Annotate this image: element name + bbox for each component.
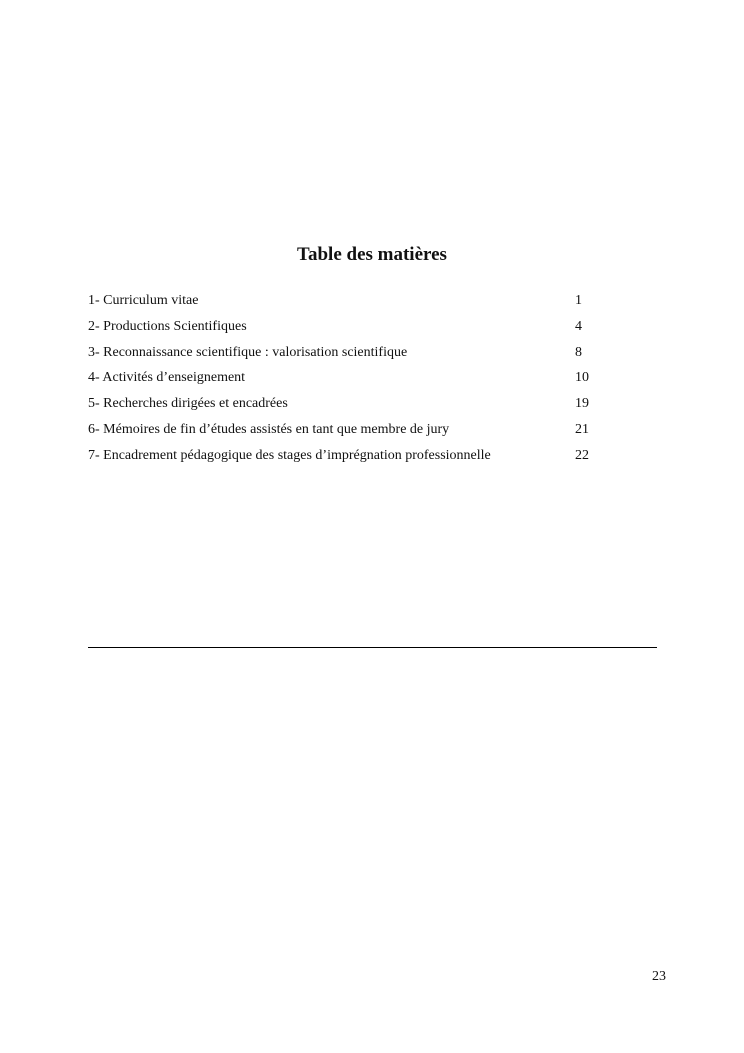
toc-entry-label: 5- Recherches dirigées et encadrées [88,396,288,412]
toc-entry-label: 4- Activités d’enseignement [88,370,246,386]
toc-entry [88,368,628,394]
toc-entry-page: 1 [575,293,582,308]
toc-entry [88,317,628,343]
toc-entry-page: 10 [575,370,589,386]
horizontal-rule [88,647,657,648]
toc-title: Table des matières [297,244,447,265]
toc-entry [88,420,628,446]
toc-entry [88,291,628,317]
toc-entry [88,446,628,472]
toc-entry-label: 6- Mémoires de fin d’études assistés en tant que membre de jury [88,421,450,437]
toc-entry-label: 2- Productions Scientifiques [88,318,247,334]
toc-entry-label: 3- Reconnaissance scientifique : valorisation scientifique [88,344,408,360]
toc-list [88,291,628,472]
toc-entry-label: 7- Encadrement pédagogique des stages d’imprégnation professionnelle [88,447,491,463]
toc-entry-page: 19 [575,396,589,412]
toc-entry-page: 8 [575,344,582,360]
toc-entry-page: 4 [575,318,582,334]
toc-entry-page: 21 [575,421,589,437]
toc-entry-label: 1- Curriculum vitae [88,293,199,308]
toc-entry-page: 22 [575,447,589,463]
toc-entry [88,394,628,420]
toc-entry [88,343,628,369]
page-number: 23 [652,969,666,984]
